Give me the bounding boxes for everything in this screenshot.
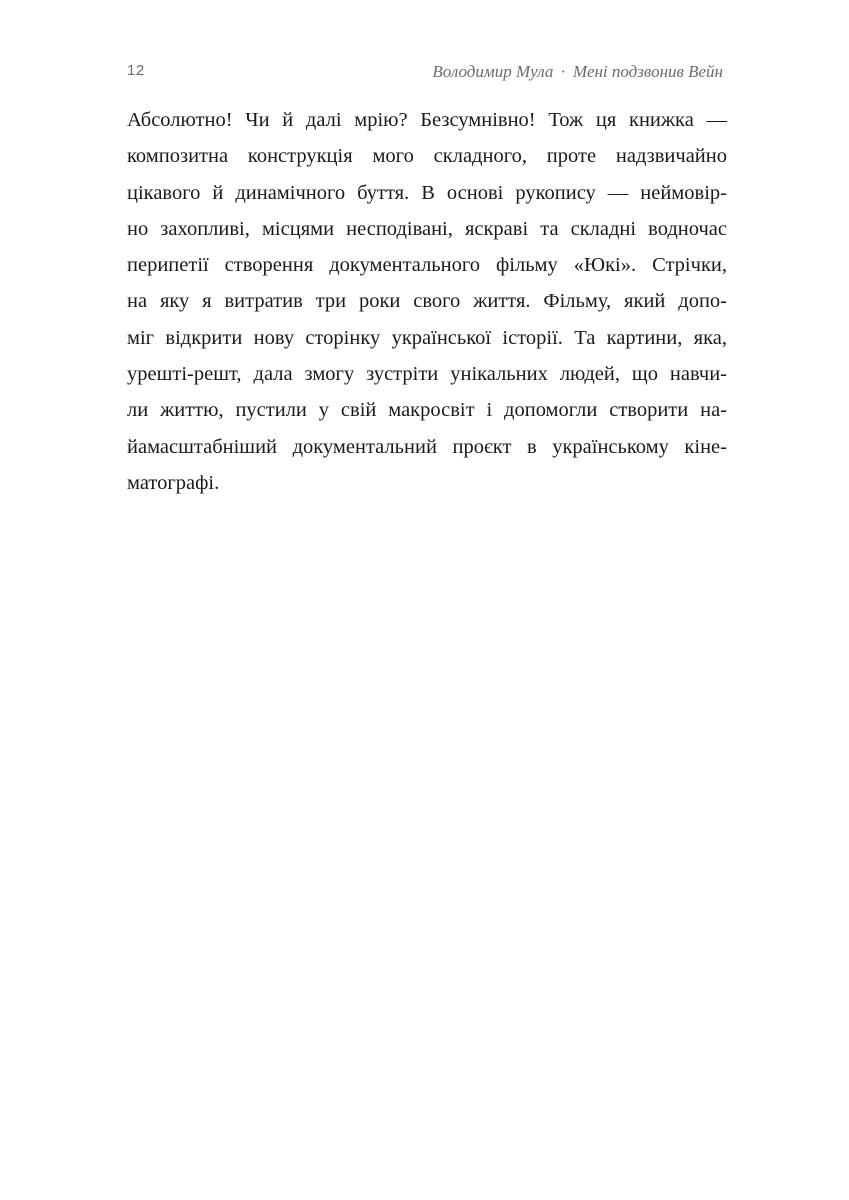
- text-line: міг відкрити нову сторінку української історії. Та картини, яка,: [127, 326, 727, 349]
- header-title: [432, 62, 723, 82]
- text-line: ли життю, пустили у свій макросвіт і допомогли створити на-: [127, 399, 727, 422]
- header-book-title: Мені подзвонив Вейн: [573, 62, 723, 81]
- header-separator: ·: [560, 62, 567, 81]
- text-line: но захопливі, місцями несподівані, яскраві та складні водночас: [127, 217, 727, 240]
- body-paragraph: [127, 102, 727, 501]
- text-line: цікавого й динамічного буття. В основі рукопису — неймовір-: [127, 181, 727, 204]
- text-line: урешті-решт, дала змогу зустріти унікальних людей, що навчи-: [127, 363, 727, 386]
- text-line: Абсолютно! Чи й далі мрію? Безсумнівно! Тож ця книжка —: [127, 109, 727, 131]
- text-line: перипетії створення документального фільму «Юкі». Стрічки,: [127, 254, 727, 277]
- text-line: композитна конструкція мого складного, проте надзвичайно: [127, 145, 727, 168]
- running-header: [127, 62, 723, 86]
- header-author: Володимир Мула: [432, 62, 554, 81]
- text-line: на яку я витратив три роки свого життя. Фільму, який допо-: [127, 290, 727, 313]
- text-line: йамасштабніший документальний проєкт в українському кіне-: [127, 435, 727, 458]
- text-line-last: матографі.: [127, 471, 220, 494]
- page-number: 12: [127, 62, 145, 79]
